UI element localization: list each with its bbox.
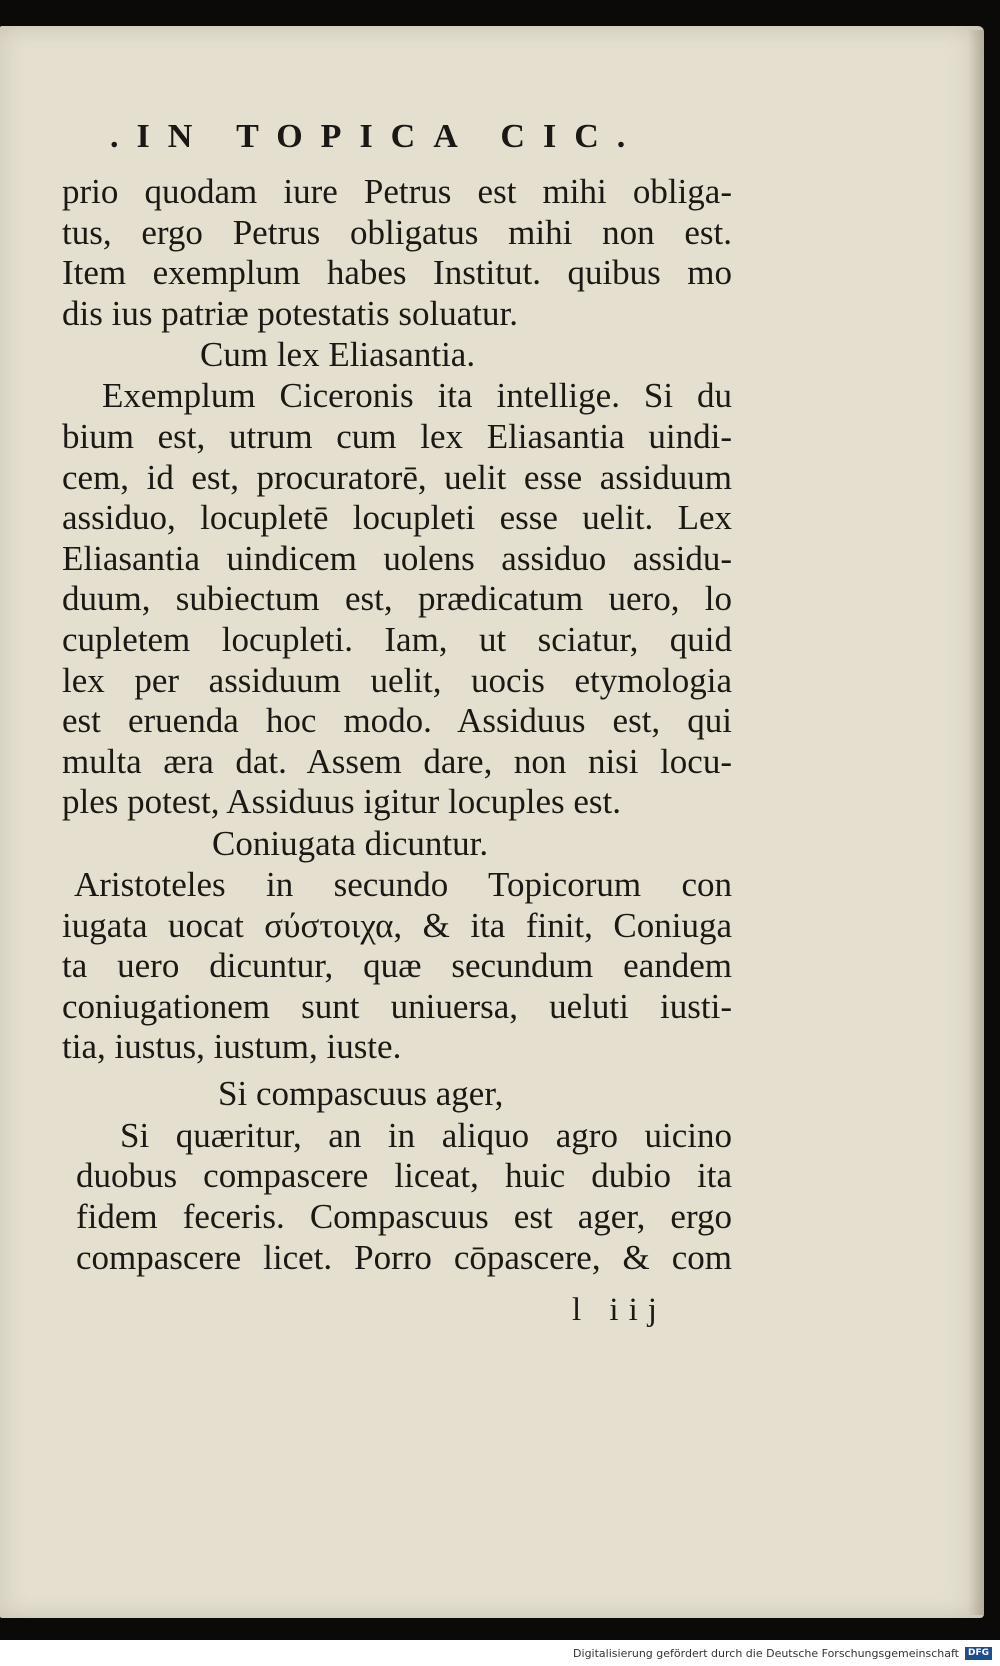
text-line: dis ius patriæ potestatis soluatur. <box>62 293 518 333</box>
text-line: duum, subiectum est, prædicatum uero, lo <box>62 579 732 619</box>
text-line: ples potest, Assiduus igitur locuples est. <box>62 782 622 822</box>
text-line: tus, ergo Petrus obligatus mihi non est. <box>62 212 732 252</box>
text-line: iugata uocat σύστοιχα, & ita finit, Coniuga <box>62 905 732 945</box>
running-head: .IN TOPICA CIC. <box>110 118 644 155</box>
text-line: Si quæritur, an in aliquo agro uicino <box>120 1115 732 1155</box>
text-line: assiduo, locupletē locupleti esse uelit. Lex <box>62 498 732 538</box>
section-heading: Cum lex Eliasantia. <box>200 335 476 375</box>
text-line: prio quodam iure Petrus est mihi obliga- <box>62 172 732 211</box>
section-heading: Si compascuus ager, <box>218 1073 504 1113</box>
text-line: Eliasantia uindicem uolens assiduo assidu- <box>62 538 732 578</box>
text-line: lex per assiduum uelit, uocis etymologia <box>62 660 732 700</box>
page-signature: l iij <box>572 1292 667 1328</box>
text-line: Exemplum Ciceronis ita intellige. Si du <box>102 376 732 416</box>
text-line: ta uero dicuntur, quæ secundum eandem <box>62 946 732 986</box>
text-line: Item exemplum habes Institut. quibus mo <box>62 253 732 293</box>
text-line: cem, id est, procuratorē, uelit esse assiduum <box>62 457 732 497</box>
page-edge-shadow <box>968 30 984 1615</box>
footer-bar <box>0 1640 1000 1666</box>
text-line: compascere licet. Porro cōpascere, & com <box>76 1237 732 1277</box>
text-line: Aristoteles in secundo Topicorum con <box>74 864 732 904</box>
text-line: cupletem locupleti. Iam, ut sciatur, quid <box>62 619 732 659</box>
text-line: bium est, utrum cum lex Eliasantia uindi- <box>62 416 732 456</box>
text-line: duobus compascere liceat, huic dubio ita <box>76 1156 732 1196</box>
text-line: coniugationem sunt uniuersa, ueluti iusti- <box>62 986 732 1026</box>
funding-credit: Digitalisierung gefördert durch die Deutsche Forschungsgemeinschaft <box>573 1646 959 1660</box>
text-line: est eruenda hoc modo. Assiduus est, qui <box>62 701 732 741</box>
text-line: fidem feceris. Compascuus est ager, ergo <box>76 1197 732 1237</box>
text-line: tia, iustus, iustum, iuste. <box>62 1027 402 1067</box>
text-line: multa æra dat. Assem dare, non nisi locu- <box>62 741 732 781</box>
body-text <box>62 172 732 1278</box>
section-heading: Coniugata dicuntur. <box>212 823 489 863</box>
dfg-logo: DFG <box>965 1647 992 1660</box>
